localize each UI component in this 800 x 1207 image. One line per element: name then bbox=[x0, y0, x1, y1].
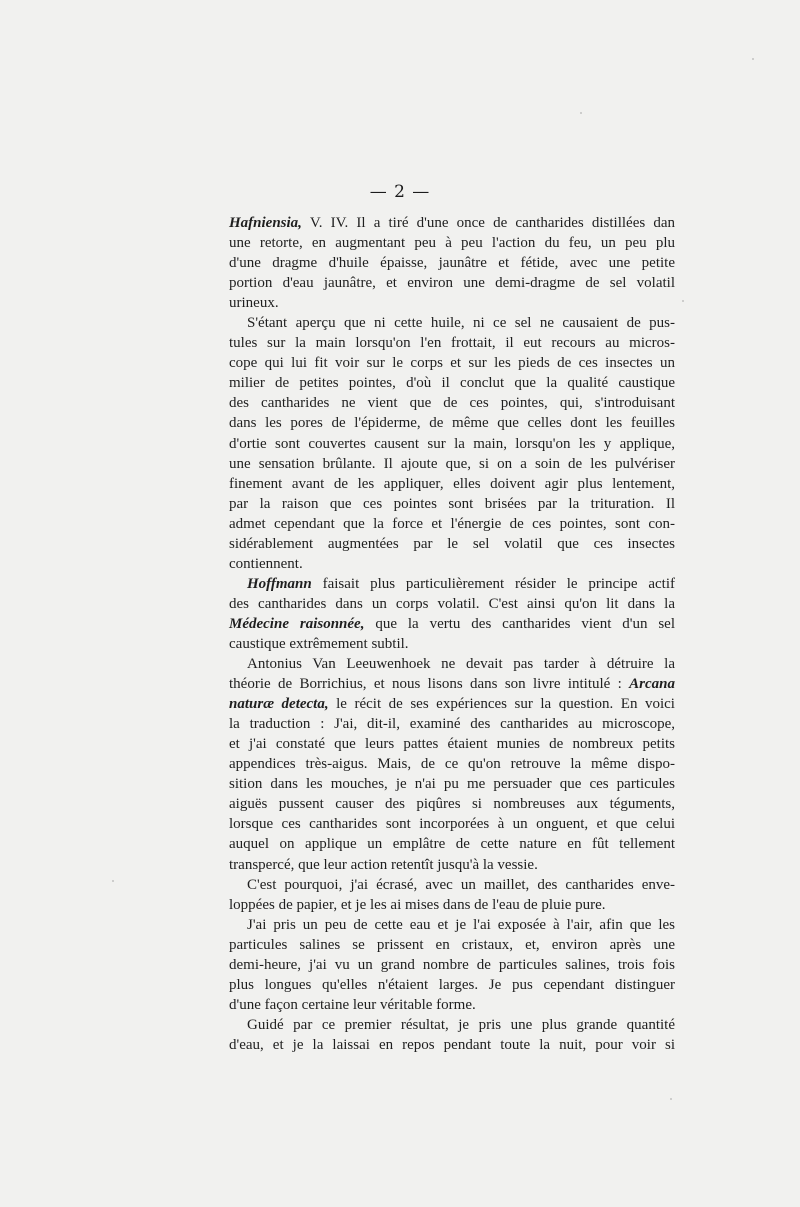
text-line: urineux. bbox=[229, 295, 279, 312]
text-line: particules salines se prissent en cristaux, et, environ après une bbox=[229, 936, 675, 953]
text-line: Guidé par ce premier résultat, je pris une plus grande quantité bbox=[247, 1016, 675, 1033]
text-line: des cantharides ne vient que de ces pointes, qui, s'introduisant bbox=[229, 395, 675, 412]
text-line: dans les pores de l'épiderme, de même que celles dont les feuilles bbox=[229, 415, 675, 432]
text-line: d'une dragme d'huile épaisse, jaunâtre et fétide, avec une petite bbox=[229, 255, 675, 272]
text-line: des cantharides dans un corps volatil. C'est ainsi qu'on lit dans la bbox=[229, 595, 675, 612]
text-line: demi-heure, j'ai vu un grand nombre de particules salines, trois fois bbox=[229, 956, 675, 973]
text-line: d'eau, et je la laissai en repos pendant toute la nuit, pour voir si bbox=[229, 1036, 675, 1053]
paragraph bbox=[229, 915, 675, 1015]
text-line: la traduction : J'ai, dit-il, examiné des cantharides au microscope, bbox=[229, 716, 675, 733]
text-line: Antonius Van Leeuwenhoek ne devait pas tarder à détruire la bbox=[247, 656, 675, 673]
paragraph bbox=[229, 1015, 675, 1055]
text-line: C'est pourquoi, j'ai écrasé, avec un maillet, des cantharides enve- bbox=[247, 876, 675, 893]
paragraph bbox=[229, 875, 675, 915]
line-text: que la vertu des cantharides vient d'un sel bbox=[364, 615, 675, 632]
text-line: milier de petites pointes, d'où il conclut que la qualité caustique bbox=[229, 375, 675, 392]
line-text: V. IV. Il a tiré d'une once de cantharides distillées dan bbox=[301, 215, 675, 231]
paper-speck bbox=[682, 300, 684, 302]
text-line: aiguës pussent causer des piqûres si nombreuses aux téguments, bbox=[229, 796, 675, 813]
paper-speck bbox=[752, 58, 754, 60]
text-line: lorsque ces cantharides sont incorporées à un onguent, et que celui bbox=[229, 816, 675, 833]
text-line: une sensation brûlante. Il ajoute que, si on a soin de les pulvériser bbox=[229, 455, 675, 472]
text-line: portion d'eau jaunâtre, et environ une demi-dragme de sel volatil bbox=[229, 275, 675, 292]
line-text: le récit de ses expériences sur la question. En voici bbox=[328, 696, 675, 713]
text-line: d'une façon certaine leur véritable forme. bbox=[229, 996, 476, 1013]
text-line: S'étant aperçu que ni cette huile, ni ce sel ne causaient de pus- bbox=[247, 315, 675, 332]
text-line: admet cependant que la force et l'énergie de ces pointes, sont con- bbox=[229, 515, 675, 532]
text-line bbox=[229, 574, 675, 594]
text-line: une retorte, en augmentant peu à peu l'action du feu, un peu plu bbox=[229, 235, 675, 252]
text-line: auquel on applique un emplâtre de cette nature en fût tellement bbox=[229, 836, 675, 853]
text-line: transpercé, que leur action retentît jusqu'à la vessie. bbox=[229, 856, 538, 873]
paragraph bbox=[229, 213, 675, 313]
text-line: J'ai pris un peu de cette eau et je l'ai exposée à l'air, afin que les bbox=[247, 916, 675, 933]
italic-term: Médecine raisonnée, bbox=[229, 615, 365, 632]
line-text: faisait plus particulièrement résider le principe actif bbox=[311, 575, 675, 592]
paper-speck bbox=[112, 880, 114, 882]
text-line: caustique extrêmement subtil. bbox=[229, 635, 409, 652]
paragraph bbox=[229, 574, 675, 654]
page-number: — 2 — bbox=[369, 182, 431, 202]
text-line: par la raison que ces pointes sont brisées par la trituration. Il bbox=[229, 495, 675, 512]
text-line bbox=[229, 614, 675, 634]
italic-term: Arcana bbox=[629, 676, 675, 693]
text-line: sidérablement augmentées par le sel volatil que ces insectes bbox=[229, 535, 675, 552]
text-line: plus longues qu'elles n'étaient larges. Je pus cependant distinguer bbox=[229, 976, 675, 993]
text-line: contiennent. bbox=[229, 555, 303, 572]
text-line: loppées de papier, et je les ai mises dans de l'eau de pluie pure. bbox=[229, 896, 606, 913]
text-line: appendices très-aigus. Mais, de ce qu'on retrouve la même dispo- bbox=[229, 756, 675, 773]
text-line: et j'ai constaté que leurs pattes étaient munies de nombreux petits bbox=[229, 736, 675, 753]
text-line bbox=[229, 213, 675, 233]
italic-term: Hafniensia, bbox=[229, 215, 302, 231]
text-line bbox=[229, 674, 675, 694]
text-line: cope qui lui fit voir sur le corps et sur les pieds de ces insectes un bbox=[229, 355, 675, 372]
line-text: théorie de Borrichius, et nous lisons dans son livre intitulé : bbox=[229, 676, 630, 693]
text-line: tules sur la main lorsqu'on l'en frottait, il eut recours au micros- bbox=[229, 335, 675, 352]
italic-term: naturæ detecta, bbox=[229, 696, 329, 713]
text-line: finement avant de les appliquer, elles doivent agir plus lentement, bbox=[229, 475, 675, 492]
paragraph bbox=[229, 313, 675, 574]
text-line bbox=[229, 694, 675, 714]
paper-speck bbox=[580, 112, 582, 114]
text-line: sition dans les mouches, je n'ai pu me persuader que ces particules bbox=[229, 776, 675, 793]
italic-term: Hoffmann bbox=[247, 575, 312, 592]
paper-speck bbox=[670, 1098, 672, 1100]
body-text bbox=[229, 213, 675, 1055]
paragraph bbox=[229, 654, 675, 875]
text-line: d'ortie sont couvertes causent sur la main, lorsqu'on les y applique, bbox=[229, 435, 675, 452]
